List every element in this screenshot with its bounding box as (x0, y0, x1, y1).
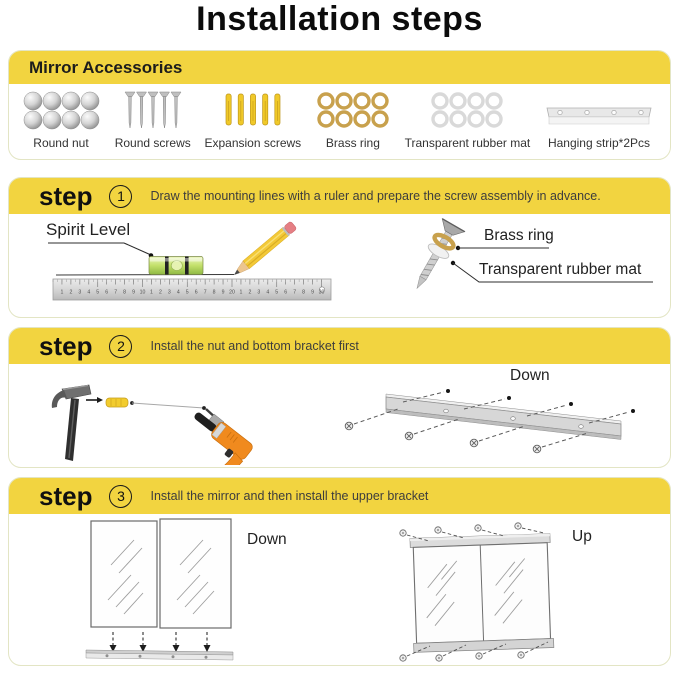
svg-text:5: 5 (275, 289, 279, 296)
svg-text:6: 6 (105, 289, 109, 296)
svg-text:9: 9 (132, 289, 135, 296)
spirit-level-label: Spirit Level (46, 220, 131, 239)
step1-screw-assembly-illustration (391, 211, 671, 317)
rubber-mat-icon (429, 89, 505, 131)
step3-panel (8, 477, 671, 666)
step-number-badge: 2 (109, 335, 132, 358)
accessories-header (9, 51, 670, 84)
hammer-icon (52, 385, 91, 461)
connector-line (132, 403, 204, 408)
brass-ring-icon (315, 89, 391, 131)
step-word: step (39, 181, 93, 211)
spirit-level-leader-line (48, 243, 151, 255)
svg-text:1: 1 (150, 289, 153, 296)
step-description: Install the mirror and then install the upper bracket (150, 489, 429, 503)
svg-text:10: 10 (139, 289, 146, 296)
svg-text:9: 9 (221, 289, 225, 296)
rubber-mat-leader-line (453, 263, 653, 282)
accessories-header-label: Mirror Accessories (29, 57, 183, 77)
down-arrows (110, 632, 211, 652)
arrow-icon (86, 397, 103, 403)
screw-assembly-icon (406, 219, 465, 295)
accessory-item-round-screws (115, 89, 191, 150)
expansion-screws-icon (220, 89, 286, 131)
accessories-items (9, 84, 670, 159)
svg-text:8: 8 (123, 289, 127, 296)
step1-panel (8, 177, 671, 318)
svg-text:7: 7 (203, 289, 207, 296)
accessory-label: Transparent rubber mat (404, 136, 531, 150)
svg-text:2: 2 (158, 289, 162, 296)
hanging-strip-icon (544, 89, 654, 131)
spirit-level-icon (149, 257, 203, 275)
accessory-item-hanging-strip (544, 89, 654, 150)
svg-text:3: 3 (257, 289, 261, 296)
step2-panel (8, 327, 671, 468)
svg-text:1: 1 (239, 289, 243, 296)
svg-text:8: 8 (302, 289, 306, 296)
drill-icon (173, 406, 254, 465)
step2-tools-illustration (26, 369, 276, 465)
step2-header (9, 328, 670, 364)
mirror-panels-icon (91, 519, 231, 628)
mounted-mirror-icon (410, 534, 554, 653)
bottom-bracket-icon (386, 394, 621, 440)
svg-text:4: 4 (266, 289, 270, 296)
accessory-item-expansion-screws (204, 89, 301, 150)
svg-text:2: 2 (248, 289, 252, 296)
round-screws-icon (122, 89, 184, 131)
ruler-icon (53, 279, 331, 300)
page-title: Installation steps (196, 0, 483, 38)
step-number-badge: 3 (109, 485, 132, 508)
svg-text:3: 3 (78, 289, 82, 296)
accessory-item-round-nut (21, 89, 101, 150)
pencil-icon (231, 221, 297, 279)
step3-header (9, 478, 670, 514)
down-label: Down (510, 367, 550, 384)
round-nut-icon (21, 89, 101, 131)
accessory-label: Expansion screws (204, 136, 302, 150)
svg-text:2: 2 (69, 289, 73, 296)
svg-text:5: 5 (185, 289, 189, 296)
svg-text:9: 9 (311, 289, 314, 296)
step3-mounted-mirror-illustration (396, 516, 631, 666)
svg-text:5: 5 (96, 289, 100, 296)
step-number-badge: 1 (109, 185, 132, 208)
accessories-panel (8, 50, 671, 160)
step-description: Draw the mounting lines with a ruler and prepare the screw assembly in advance. (150, 189, 601, 203)
accessory-label: Round nut (33, 136, 89, 150)
svg-text:7: 7 (114, 289, 118, 296)
bottom-strip-icon (86, 650, 233, 660)
accessory-label: Hanging strip*2Pcs (547, 136, 650, 150)
brass-ring-label: Brass ring (484, 227, 554, 244)
svg-text:1: 1 (60, 289, 64, 296)
up-label: Up (572, 528, 592, 545)
svg-text:20: 20 (229, 289, 235, 296)
step-word: step (39, 481, 93, 511)
accessory-item-brass-ring (315, 89, 391, 150)
step-word: step (39, 331, 93, 361)
down-label: Down (247, 531, 287, 548)
step1-ruler-illustration (29, 211, 359, 316)
svg-text:7: 7 (293, 289, 297, 296)
step3-mirror-drop-illustration (81, 513, 341, 665)
svg-text:3: 3 (167, 289, 171, 296)
accessory-label: Round screws (114, 136, 191, 150)
accessory-item-rubber-mat (405, 89, 531, 150)
expansion-anchor-icon (106, 398, 128, 407)
svg-text:30: 30 (318, 289, 325, 296)
mounting-line (56, 275, 234, 276)
rubber-mat-label: Transparent rubber mat (479, 261, 642, 278)
svg-text:8: 8 (212, 289, 216, 296)
step-description: Install the nut and bottom bracket first (150, 339, 359, 353)
svg-text:4: 4 (176, 289, 180, 296)
step1-header (9, 178, 670, 214)
svg-text:6: 6 (284, 289, 288, 296)
svg-text:6: 6 (194, 289, 198, 296)
svg-text:4: 4 (87, 289, 91, 296)
accessory-label: Brass ring (325, 136, 380, 150)
step2-bracket-illustration (341, 363, 671, 463)
